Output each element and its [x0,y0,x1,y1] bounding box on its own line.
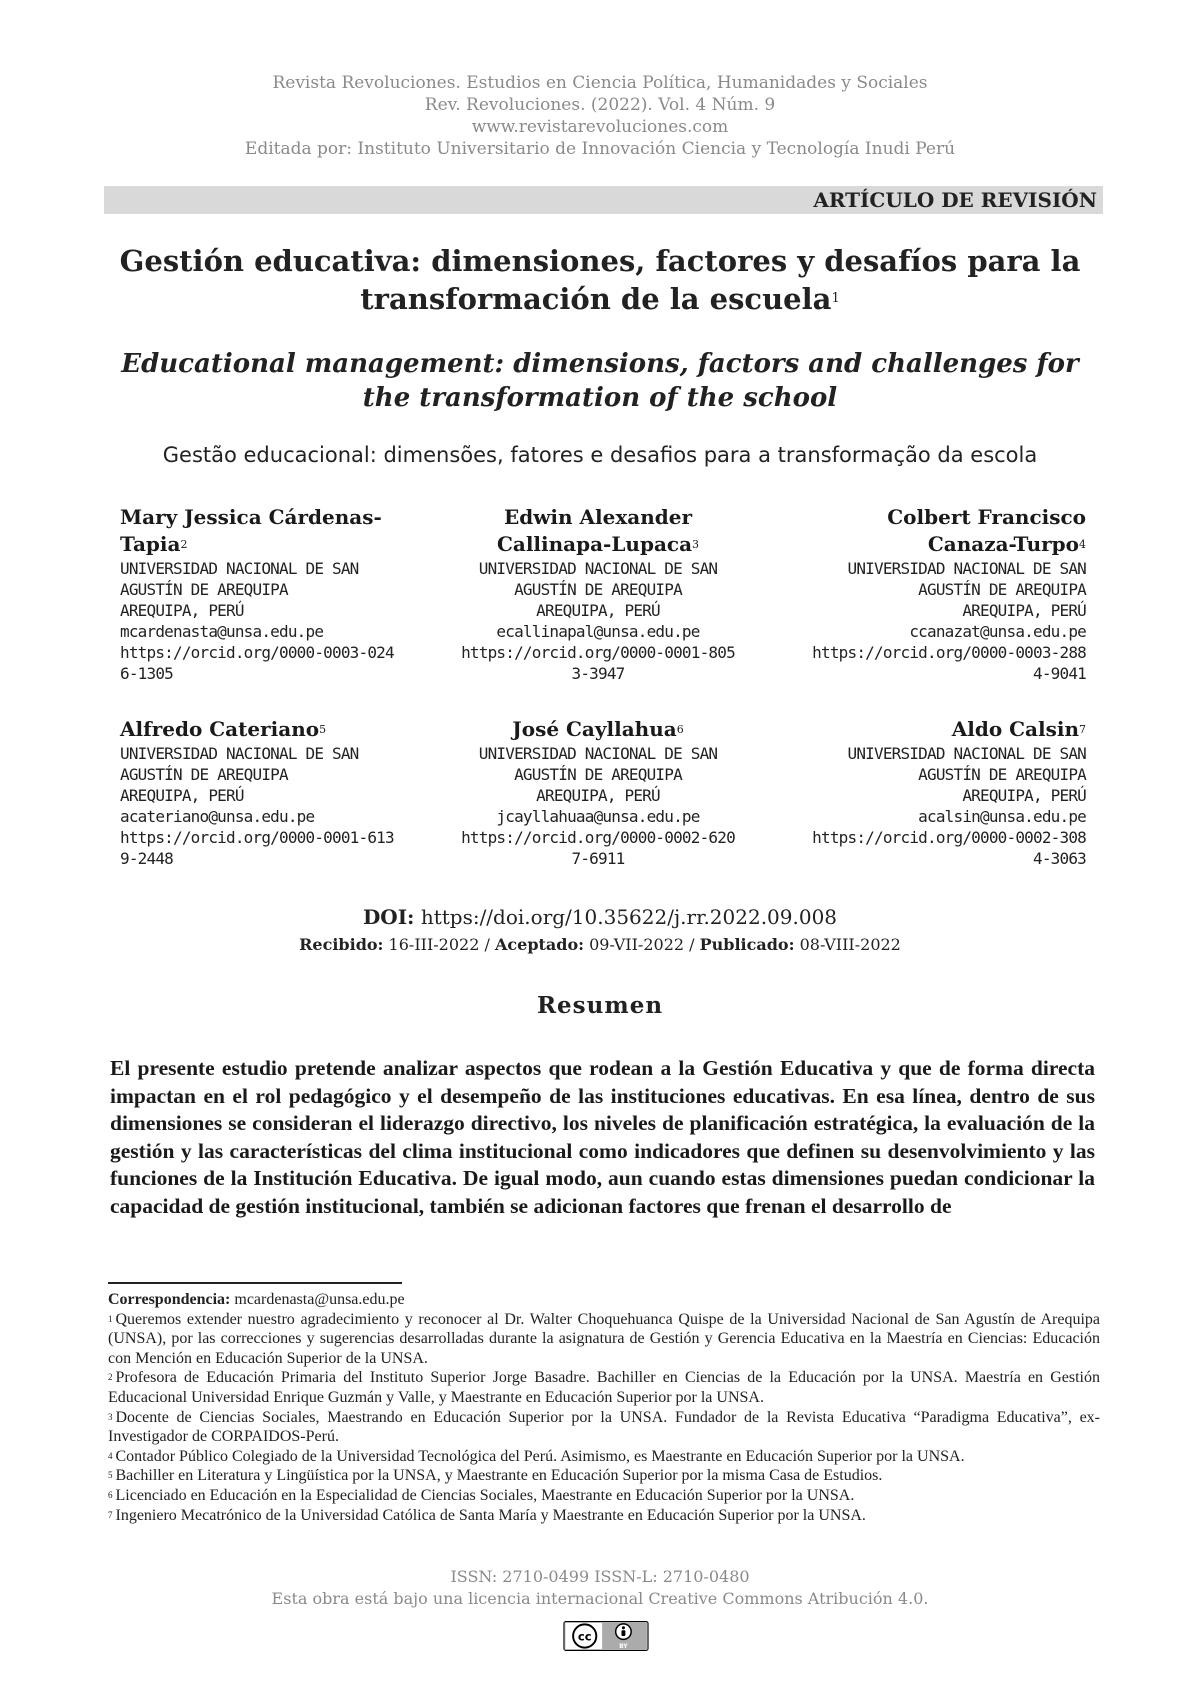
author-affiliation: AGUSTÍN DE AREQUIPA [120,580,288,599]
footnote-text: Ingeniero Mecatrónico de la Universidad Católica de Santa María y Maestrante en Educación Superior por la UNSA. [115,1506,866,1524]
footnote-item [108,1408,1100,1447]
journal-name: Revista Revoluciones. Estudios en Ciencia Política, Humanidades y Sociales [272,73,928,93]
footnote-divider [108,1282,402,1284]
creative-commons-by-icon[interactable] [562,1621,650,1651]
author-orcid[interactable]: https://orcid.org/0000-0001-6139-2448 [120,828,394,868]
author-footnote-marker[interactable]: 3 [692,538,700,551]
publication-dates [0,935,1200,954]
author-block [448,504,748,684]
author-name-text: José Cayllahua [512,717,677,741]
footnote-item [108,1368,1100,1407]
author-orcid[interactable]: https://orcid.org/0000-0003-0246-1305 [120,643,394,683]
author-email[interactable]: mcardenasta@unsa.edu.pe [120,622,324,641]
footnote-number: 2 [108,1372,113,1383]
author-affiliation: AGUSTÍN DE AREQUIPA [514,580,682,599]
footnote-number: 4 [108,1450,113,1461]
footnote-text: Licenciado en Educación en la Especialidad de Ciencias Sociales, Maestrante en Educación Superior por la UNSA. [115,1486,855,1504]
doi-link[interactable]: https://doi.org/10.35622/j.rr.2022.09.008 [420,905,838,929]
journal-citation: Rev. Revoluciones. (2022). Vol. 4 Núm. 9 [424,95,776,115]
title-english: Educational management: dimensions, factors and challenges for the transformation of the school [121,349,1079,413]
author-email[interactable]: ecallinapal@unsa.edu.pe [496,622,700,641]
author-orcid[interactable]: https://orcid.org/0000-0003-2884-9041 [812,643,1086,683]
footnote-text: Contador Público Colegiado de la Universidad Tecnológica del Perú. Asimismo, es Maestrante en Educación Superior por la UNSA. [115,1447,965,1465]
abstract-text: El presente estudio pretende analizar aspectos que rodean a la Gestión Educativa y que de forma directa impactan en el rol pedagógico y el desempeño de las instituciones educativas. En esa línea, dentro de sus dimensiones se consideran el liderazgo directivo, los niveles de planificación estratégica, la evaluación de la gestión y las características del clima institucional como indicadores que definen su desenvolvimiento y las funciones de la Institución Educativa. De igual modo, aun cuando estas dimensiones puedan condicionar la capacidad de gestión institucional, también se adicionan factores que frenan el desarrollo de [110,1056,1095,1218]
footnote-item [108,1486,1100,1506]
author-affiliation: UNIVERSIDAD NACIONAL DE SAN [847,744,1086,763]
journal-publisher: Editada por: Instituto Universitario de Innovación Ciencia y Tecnología Inudi Perú [244,139,956,159]
title-portuguese: Gestão educacional: dimensões, fatores e desafios para a transformação da escola [162,443,1038,467]
author-name-text: Alfredo Cateriano [120,717,320,741]
footnote-number: 5 [108,1470,113,1481]
author-location: AREQUIPA, PERÚ [536,786,660,805]
footnote-item [108,1447,1100,1467]
author-orcid[interactable]: https://orcid.org/0000-0002-6207-6911 [461,828,735,868]
license-line: Esta obra está bajo una licencia internacional Creative Commons Atribución 4.0. [271,1589,929,1608]
author-name [488,504,708,558]
date-separator: / [484,935,490,954]
author-block [786,504,1086,684]
footnote-text: Bachiller en Literatura y Lingüística por la UNSA, y Maestrante en Educación Superior por la misma Casa de Estudios. [115,1467,883,1485]
footnote-number: 3 [108,1411,113,1422]
footnote-item [108,1466,1100,1486]
author-affiliation: UNIVERSIDAD NACIONAL DE SAN [478,559,718,578]
author-name-text: Edwin Alexander Callinapa-Lupaca [496,505,693,556]
author-orcid[interactable]: https://orcid.org/0000-0001-8053-3947 [461,643,735,683]
author-affiliation: UNIVERSIDAD NACIONAL DE SAN [478,744,718,763]
by-badge-text: BY [619,1644,628,1651]
footnote-item [108,1506,1100,1526]
author-name [786,716,1086,743]
footnote-number: 1 [108,1313,113,1324]
author-block [786,716,1086,869]
journal-masthead [0,72,1200,160]
footnote-number: 7 [108,1509,113,1520]
abstract-heading: Resumen [536,992,664,1019]
author-footnote-marker[interactable]: 7 [1079,723,1086,736]
author-email[interactable]: acateriano@unsa.edu.pe [120,807,315,826]
author-footnote-marker[interactable]: 2 [180,538,188,551]
footnote-number: 6 [108,1489,113,1500]
author-block [120,716,420,869]
author-affiliation: AGUSTÍN DE AREQUIPA [918,580,1086,599]
author-affiliation: UNIVERSIDAD NACIONAL DE SAN [847,559,1086,578]
author-orcid[interactable]: https://orcid.org/0000-0002-3084-3063 [812,828,1086,868]
doi-line [0,905,1200,929]
article-type-label: ARTÍCULO DE REVISIÓN [813,188,1097,212]
correspondence-email[interactable]: mcardenasta@unsa.edu.pe [234,1291,405,1308]
published-label: Publicado: [699,935,795,954]
doi-label: DOI: [362,905,415,929]
article-type-bar [104,186,1103,214]
date-separator: / [689,935,695,954]
received-label: Recibido: [299,935,384,954]
title-spanish-text: Gestión educativa: dimensiones, factores y desafíos para la transformación de la escuela [119,244,1081,316]
author-location: AREQUIPA, PERÚ [962,601,1086,620]
footnote-text: Profesora de Educación Primaria del Instituto Superior Jorge Basadre. Bachiller en Ciencias de la Educación por la UNSA. Maestría en Gestión Educacional Universidad Enrique Guzmán y Valle, y Maestrante en Educación Superior por la UNSA. [108,1369,1100,1406]
author-affiliation: AGUSTÍN DE AREQUIPA [120,765,288,784]
author-affiliation: UNIVERSIDAD NACIONAL DE SAN [120,744,359,763]
author-footnote-marker[interactable]: 4 [1079,538,1086,551]
received-date: 16-III-2022 [388,935,480,954]
author-footnote-marker[interactable]: 5 [319,723,327,736]
author-email[interactable]: ccanazat@unsa.edu.pe [909,622,1086,641]
accepted-date: 09-VII-2022 [589,935,685,954]
page-footer [0,1566,1200,1610]
author-email[interactable]: jcayllahuaa@unsa.edu.pe [496,807,700,826]
title-spanish [100,242,1100,318]
correspondence-label: Correspondencia: [108,1291,231,1308]
author-block [448,716,748,869]
issn-line: ISSN: 2710-0499 ISSN-L: 2710-0480 [450,1567,750,1586]
footnote-item [108,1310,1100,1369]
author-name [856,504,1086,558]
cc-badge-text: cc [577,1629,592,1644]
author-block [120,504,420,684]
author-affiliation: AGUSTÍN DE AREQUIPA [514,765,682,784]
author-location: AREQUIPA, PERÚ [536,601,660,620]
footnotes [108,1290,1100,1525]
title-footnote-marker[interactable]: 1 [831,291,840,306]
author-name-text: Colbert Francisco Canaza-Turpo [887,505,1086,556]
author-affiliation: AGUSTÍN DE AREQUIPA [918,765,1086,784]
author-email[interactable]: acalsin@unsa.edu.pe [918,807,1086,826]
accepted-label: Aceptado: [494,935,585,954]
published-date: 08-VIII-2022 [799,935,901,954]
author-name [448,716,748,743]
author-name [120,716,420,743]
author-name [120,504,420,558]
author-location: AREQUIPA, PERÚ [120,601,244,620]
author-name-text: Mary Jessica Cárdenas-Tapia [120,505,382,556]
footnote-text: Docente de Ciencias Sociales, Maestrando en Educación Superior por la UNSA. Fundador de la Revista Educativa “Paradigma Educativa”, ex-Investigador de CORPAIDOS-Perú. [108,1408,1100,1446]
author-affiliation: UNIVERSIDAD NACIONAL DE SAN [120,559,359,578]
author-location: AREQUIPA, PERÚ [962,786,1086,805]
author-footnote-marker[interactable]: 6 [676,723,684,736]
footnote-text: Queremos extender nuestro agradecimiento y reconocer al Dr. Walter Choquehuanca Quispe de la Universidad Nacional de San Agustín de Arequipa (UNSA), por las correcciones y sugerencias desarrolladas durante la asignatura de Gestión y Gerencia Educativa en la Maestría en Ciencias: Educación con Mención en Educación Superior de la UNSA. [108,1310,1100,1367]
author-name-text: Aldo Calsin [951,717,1079,741]
author-location: AREQUIPA, PERÚ [120,786,244,805]
correspondence-line [108,1290,1100,1310]
journal-website[interactable]: www.revistarevoluciones.com [471,117,729,137]
